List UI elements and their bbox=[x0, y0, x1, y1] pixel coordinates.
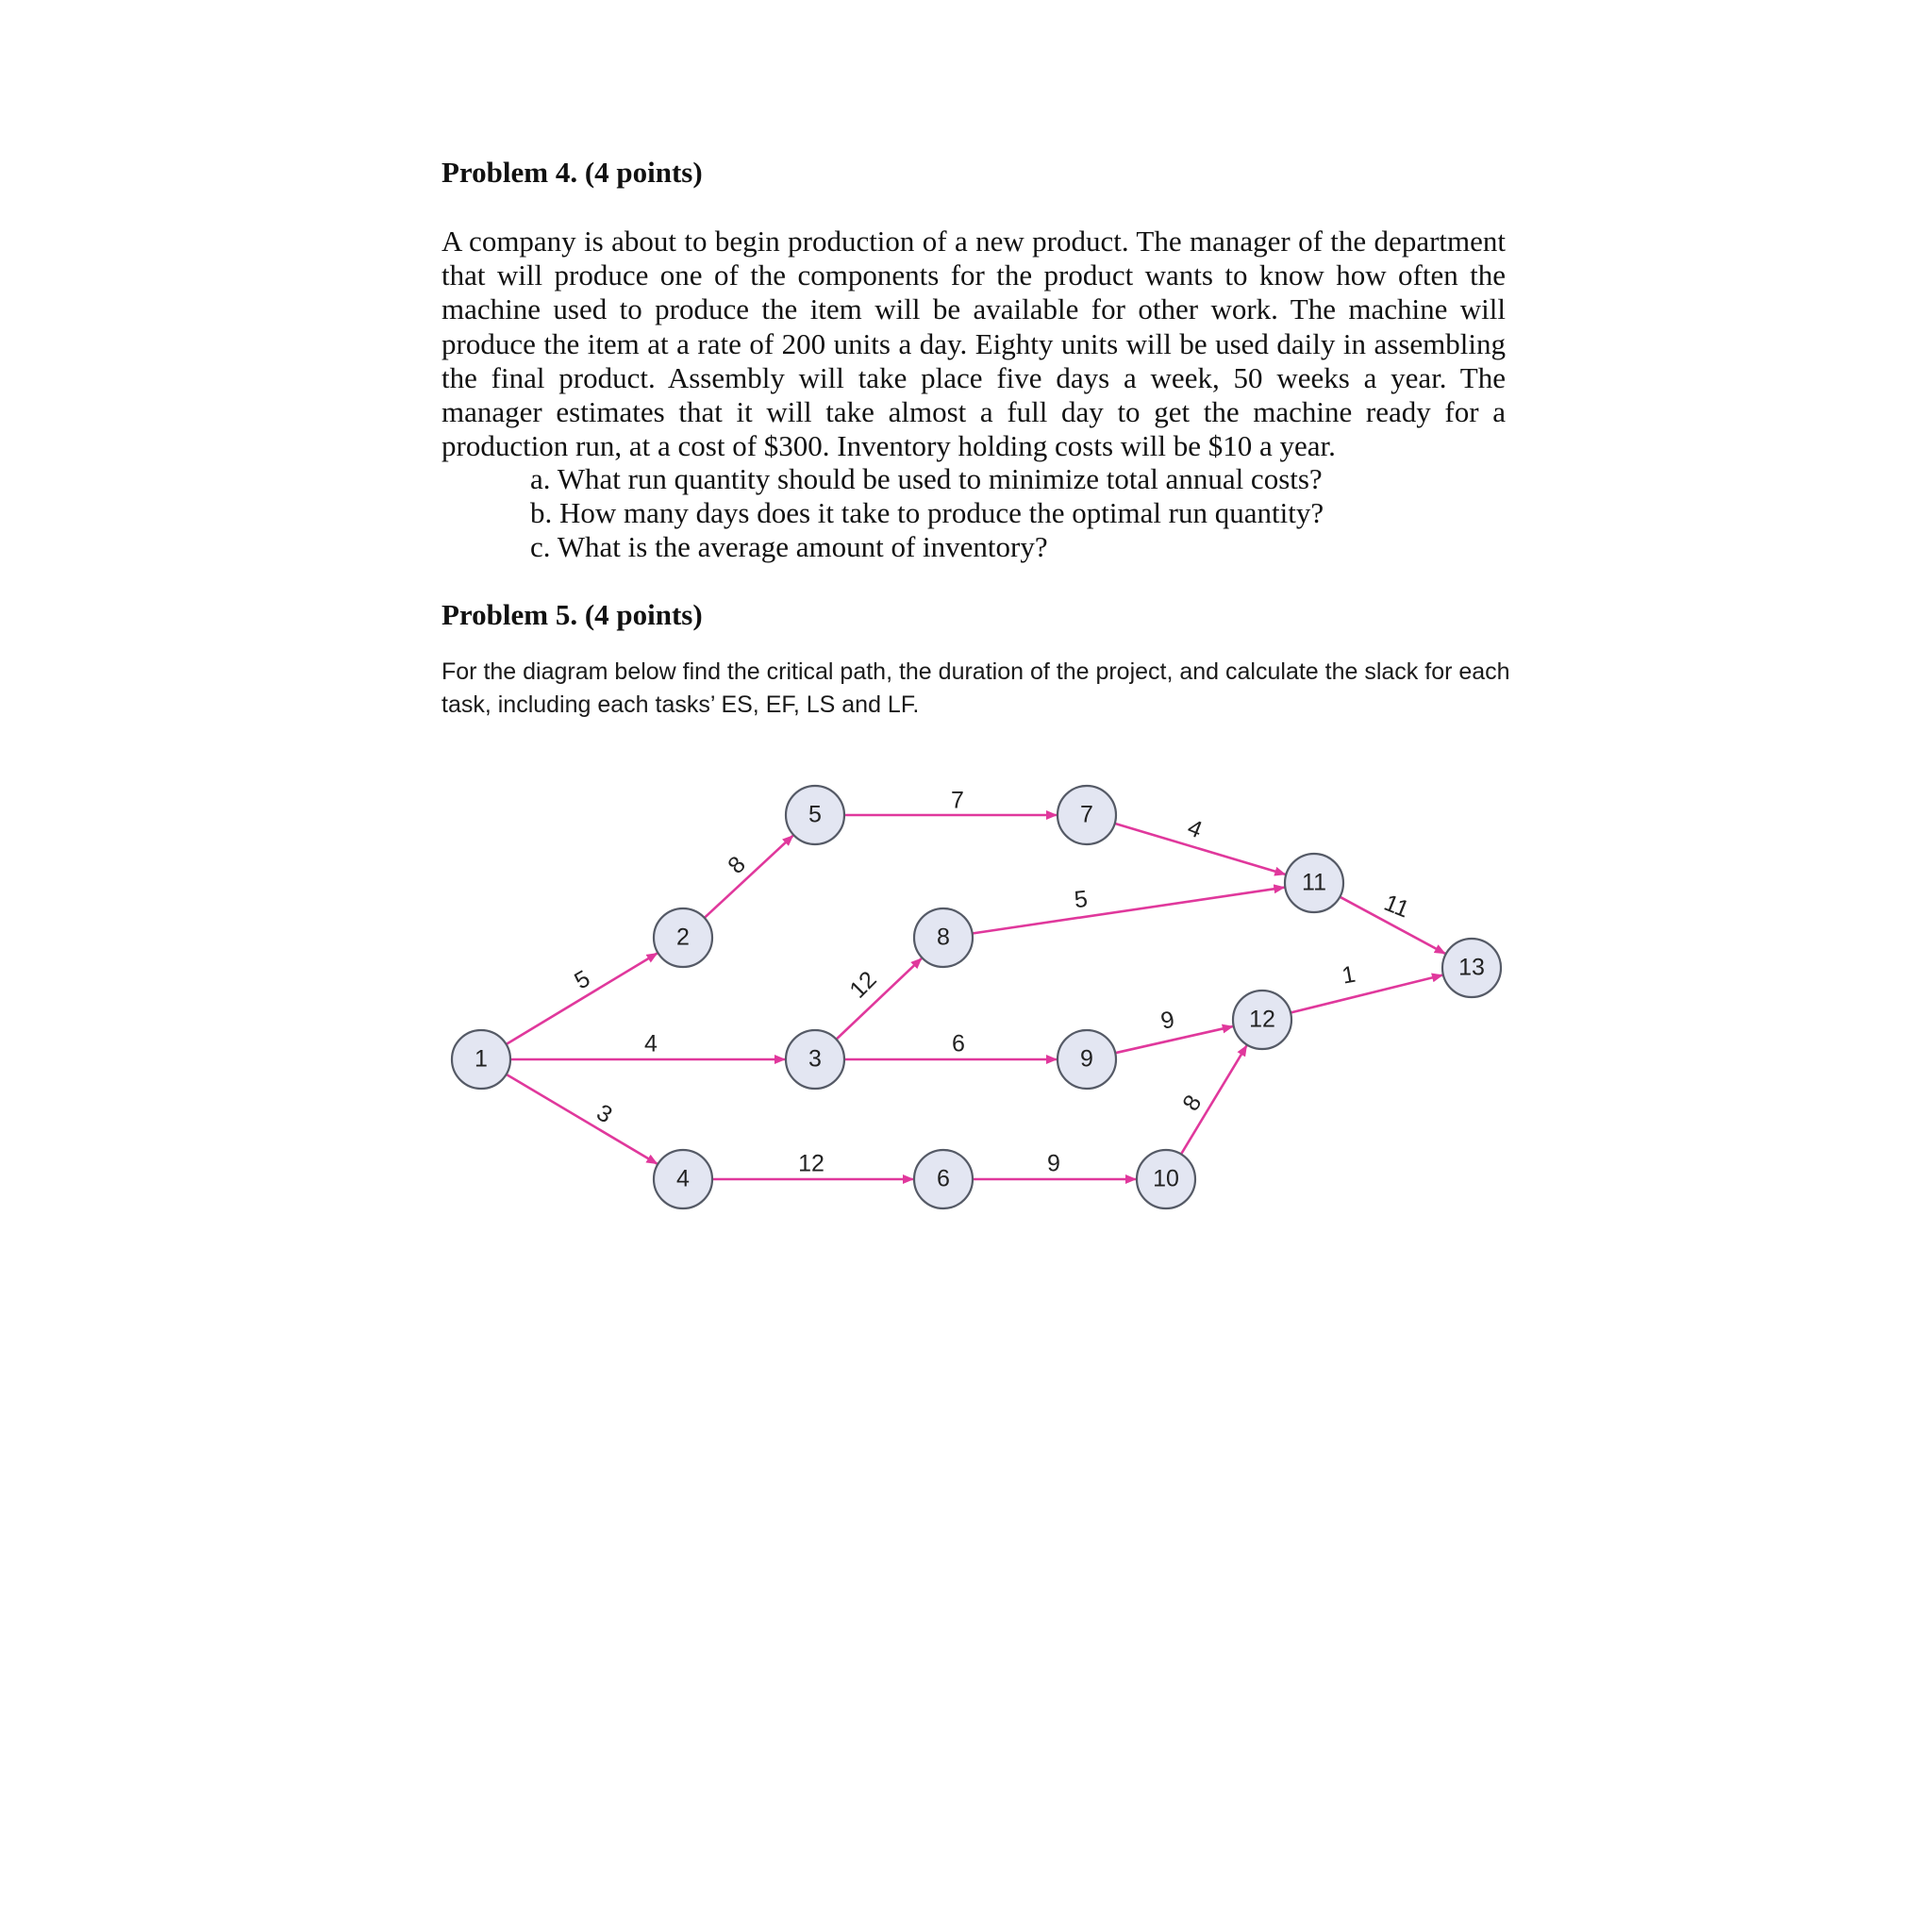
arc-2-5 bbox=[705, 836, 793, 918]
node-6 bbox=[914, 1150, 973, 1208]
node-label-8: 8 bbox=[937, 924, 950, 951]
arc-duration-4-6: 12 bbox=[798, 1150, 824, 1177]
node-label-6: 6 bbox=[937, 1165, 950, 1192]
node-10 bbox=[1137, 1150, 1195, 1208]
node-label-3: 3 bbox=[808, 1045, 822, 1073]
node-1 bbox=[452, 1030, 510, 1089]
arc-1-4 bbox=[507, 1074, 658, 1164]
question-c: c. What is the average amount of inventory? bbox=[530, 530, 1048, 564]
arc-duration-9-12: 9 bbox=[1158, 1006, 1177, 1035]
network-nodes bbox=[452, 786, 1501, 1208]
problem-4-title: Problem 4. (4 points) bbox=[441, 156, 703, 189]
node-label-1: 1 bbox=[475, 1045, 488, 1073]
arc-duration-3-9: 6 bbox=[952, 1030, 965, 1058]
node-7 bbox=[1058, 786, 1116, 844]
node-label-2: 2 bbox=[676, 924, 690, 951]
arc-duration-10-12: 8 bbox=[1177, 1090, 1208, 1116]
node-9 bbox=[1058, 1030, 1116, 1089]
node-label-4: 4 bbox=[676, 1165, 690, 1192]
node-2 bbox=[654, 908, 712, 967]
arc-duration-2-5: 8 bbox=[723, 851, 751, 879]
arc-duration-12-13: 1 bbox=[1340, 960, 1358, 990]
node-12 bbox=[1233, 991, 1291, 1049]
node-5 bbox=[786, 786, 844, 844]
node-label-5: 5 bbox=[808, 801, 822, 828]
arc-12-13 bbox=[1291, 975, 1442, 1013]
arc-duration-7-11: 4 bbox=[1183, 814, 1207, 844]
node-8 bbox=[914, 908, 973, 967]
node-4 bbox=[654, 1150, 712, 1208]
node-label-11: 11 bbox=[1302, 869, 1326, 896]
arc-duration-3-8: 12 bbox=[844, 966, 882, 1004]
node-label-10: 10 bbox=[1153, 1165, 1179, 1192]
problem-4-body: A company is about to begin production of a new product. The manager of the department that will produce one of the components for the product wants to know how often the machine used to produce the item will be available for other work. The machine will produce the item at a rate of 200 units a day. Eighty units will be used daily in assembling the final product. Assembly will take place five days a week, 50 weeks a year. The manager estimates that it will take almost a full day to get the machine ready for a production run, at a cost of $300. Inventory holding costs will be $10 a year. bbox=[441, 225, 1506, 463]
arc-duration-11-13: 11 bbox=[1380, 889, 1413, 924]
question-b: b. How many days does it take to produce the optimal run quantity? bbox=[530, 496, 1324, 530]
arc-duration-6-10: 9 bbox=[1047, 1150, 1060, 1177]
arc-3-8 bbox=[836, 958, 921, 1040]
question-a: a. What run quantity should be used to minimize total annual costs? bbox=[530, 462, 1323, 495]
node-13 bbox=[1442, 939, 1501, 997]
problem-5-body: For the diagram below find the critical path, the duration of the project, and calculate the slack for each task, including each tasks’ ES, EF, LS and LF. bbox=[441, 658, 1510, 718]
problem-5-title: Problem 5. (4 points) bbox=[441, 598, 703, 631]
node-label-7: 7 bbox=[1080, 801, 1093, 828]
node-label-12: 12 bbox=[1249, 1006, 1275, 1033]
node-label-9: 9 bbox=[1080, 1045, 1093, 1073]
arc-duration-1-4: 3 bbox=[591, 1099, 617, 1129]
node-label-13: 13 bbox=[1458, 954, 1485, 981]
arc-duration-1-2: 5 bbox=[570, 965, 595, 995]
network-arc-labels bbox=[570, 788, 1413, 1177]
arc-8-11 bbox=[973, 885, 1285, 934]
arc-duration-1-3: 4 bbox=[644, 1030, 658, 1058]
node-3 bbox=[786, 1030, 844, 1089]
arc-duration-8-11: 5 bbox=[1073, 885, 1090, 914]
node-11 bbox=[1285, 854, 1343, 912]
arc-duration-5-7: 7 bbox=[951, 787, 964, 814]
